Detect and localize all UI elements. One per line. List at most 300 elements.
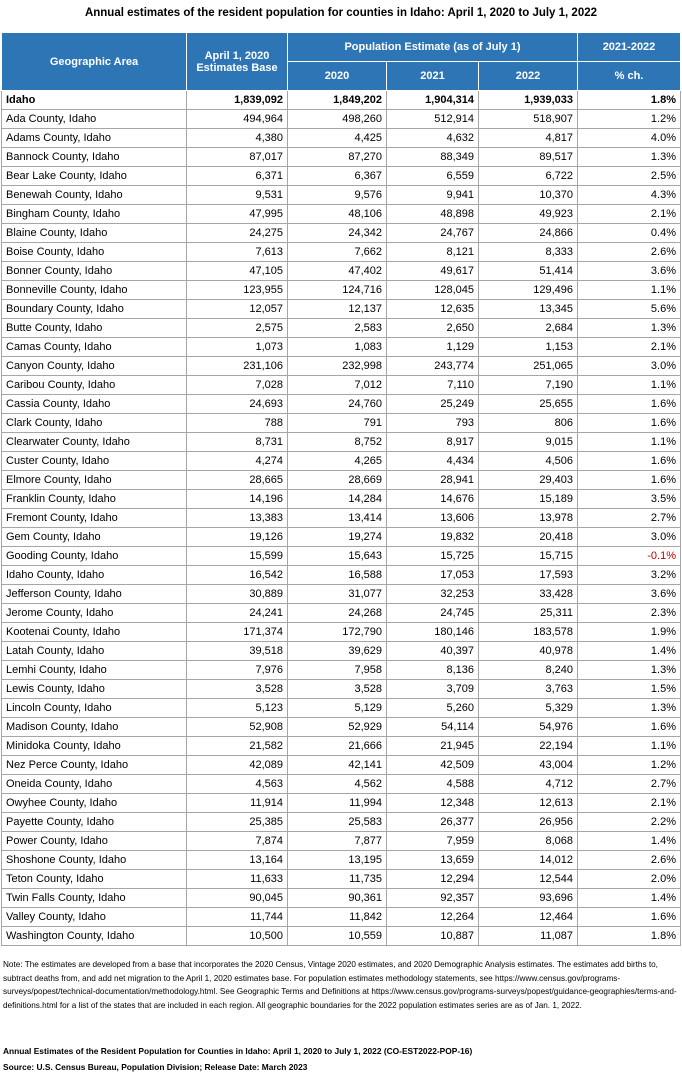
- county-area: Bingham County, Idaho: [2, 205, 187, 224]
- county-2022: 49,923: [479, 205, 578, 224]
- county-area: Teton County, Idaho: [2, 870, 187, 889]
- table-row: [2, 699, 681, 718]
- table-row: [2, 870, 681, 889]
- county-2022: 4,817: [479, 129, 578, 148]
- county-base: 19,126: [187, 528, 288, 547]
- table-row: [2, 452, 681, 471]
- county-2021: 24,767: [387, 224, 479, 243]
- county-2021: 12,264: [387, 908, 479, 927]
- county-change: -0.1%: [578, 547, 681, 566]
- county-base: 231,106: [187, 357, 288, 376]
- county-base: 2,575: [187, 319, 288, 338]
- county-base: 24,693: [187, 395, 288, 414]
- county-2022: 93,696: [479, 889, 578, 908]
- header-year-2022: 2022: [479, 62, 578, 91]
- county-2021: 6,559: [387, 167, 479, 186]
- state-change: 1.8%: [578, 91, 681, 110]
- table-row: [2, 243, 681, 262]
- county-base: 24,241: [187, 604, 288, 623]
- county-2020: 28,669: [288, 471, 387, 490]
- county-change: 1.1%: [578, 376, 681, 395]
- table-row: [2, 357, 681, 376]
- county-2022: 8,240: [479, 661, 578, 680]
- county-2022: 54,976: [479, 718, 578, 737]
- county-base: 21,582: [187, 737, 288, 756]
- county-2021: 48,898: [387, 205, 479, 224]
- county-change: 1.4%: [578, 832, 681, 851]
- county-2021: 1,129: [387, 338, 479, 357]
- table-row: [2, 471, 681, 490]
- state-2022: 1,939,033: [479, 91, 578, 110]
- county-2022: 13,345: [479, 300, 578, 319]
- table-row: [2, 433, 681, 452]
- county-2020: 4,562: [288, 775, 387, 794]
- table-header: [2, 33, 681, 91]
- footer-source: Source: U.S. Census Bureau, Population Division; Release Date: March 2023: [3, 1062, 308, 1072]
- table-row: [2, 338, 681, 357]
- state-base: 1,839,092: [187, 91, 288, 110]
- footer-title: Annual Estimates of the Resident Population for Counties in Idaho: April 1, 2020 to July 1, 2022 (CO-EST2022-POP-16): [3, 1046, 473, 1056]
- county-2020: 7,012: [288, 376, 387, 395]
- table-row: [2, 737, 681, 756]
- table-row: [2, 794, 681, 813]
- header-area-label: Geographic Area: [49, 55, 139, 68]
- county-2021: 42,509: [387, 756, 479, 775]
- county-2022: 3,763: [479, 680, 578, 699]
- county-2020: 12,137: [288, 300, 387, 319]
- county-2020: 232,998: [288, 357, 387, 376]
- county-2022: 89,517: [479, 148, 578, 167]
- county-change: 2.1%: [578, 794, 681, 813]
- table-row: [2, 585, 681, 604]
- county-2022: 24,866: [479, 224, 578, 243]
- county-2021: 5,260: [387, 699, 479, 718]
- county-change: 0.4%: [578, 224, 681, 243]
- table-row: [2, 889, 681, 908]
- county-change: 1.8%: [578, 927, 681, 946]
- county-2022: 12,613: [479, 794, 578, 813]
- county-base: 90,045: [187, 889, 288, 908]
- county-2020: 90,361: [288, 889, 387, 908]
- table-row: [2, 604, 681, 623]
- county-2021: 15,725: [387, 547, 479, 566]
- header-population-estimate: [288, 33, 578, 62]
- county-2021: 4,632: [387, 129, 479, 148]
- county-change: 3.2%: [578, 566, 681, 585]
- county-base: 10,500: [187, 927, 288, 946]
- county-area: Fremont County, Idaho: [2, 509, 187, 528]
- state-area: Idaho: [2, 91, 187, 110]
- county-area: Twin Falls County, Idaho: [2, 889, 187, 908]
- county-2020: 87,270: [288, 148, 387, 167]
- county-base: 25,385: [187, 813, 288, 832]
- state-row: [2, 91, 681, 110]
- county-area: Nez Perce County, Idaho: [2, 756, 187, 775]
- state-2021: 1,904,314: [387, 91, 479, 110]
- county-2021: 8,136: [387, 661, 479, 680]
- county-2022: 51,414: [479, 262, 578, 281]
- county-base: 788: [187, 414, 288, 433]
- county-2021: 28,941: [387, 471, 479, 490]
- county-area: Payette County, Idaho: [2, 813, 187, 832]
- county-2021: 12,348: [387, 794, 479, 813]
- table-row: [2, 623, 681, 642]
- county-base: 4,274: [187, 452, 288, 471]
- header-base-line1: April 1, 2020: [204, 49, 270, 62]
- county-change: 1.2%: [578, 110, 681, 129]
- county-area: Latah County, Idaho: [2, 642, 187, 661]
- county-2020: 1,083: [288, 338, 387, 357]
- county-2021: 13,606: [387, 509, 479, 528]
- table-row: [2, 490, 681, 509]
- county-2020: 42,141: [288, 756, 387, 775]
- county-2021: 10,887: [387, 927, 479, 946]
- county-2020: 172,790: [288, 623, 387, 642]
- county-2020: 13,414: [288, 509, 387, 528]
- county-2020: 791: [288, 414, 387, 433]
- county-change: 1.9%: [578, 623, 681, 642]
- county-2020: 11,735: [288, 870, 387, 889]
- county-2022: 8,333: [479, 243, 578, 262]
- county-change: 2.5%: [578, 167, 681, 186]
- county-2021: 14,676: [387, 490, 479, 509]
- county-2020: 7,958: [288, 661, 387, 680]
- county-change: 3.6%: [578, 262, 681, 281]
- county-base: 87,017: [187, 148, 288, 167]
- table-row: [2, 832, 681, 851]
- county-change: 1.1%: [578, 737, 681, 756]
- county-2022: 25,311: [479, 604, 578, 623]
- county-change: 2.6%: [578, 851, 681, 870]
- county-2022: 26,956: [479, 813, 578, 832]
- county-change: 1.5%: [578, 680, 681, 699]
- county-base: 28,665: [187, 471, 288, 490]
- county-2021: 19,832: [387, 528, 479, 547]
- county-base: 30,889: [187, 585, 288, 604]
- county-base: 12,057: [187, 300, 288, 319]
- county-2021: 7,959: [387, 832, 479, 851]
- table-row: [2, 851, 681, 870]
- county-2020: 11,842: [288, 908, 387, 927]
- county-2022: 20,418: [479, 528, 578, 547]
- county-area: Gem County, Idaho: [2, 528, 187, 547]
- county-2022: 15,189: [479, 490, 578, 509]
- header-estimates-base: [187, 33, 288, 91]
- county-change: 2.1%: [578, 205, 681, 224]
- county-2020: 2,583: [288, 319, 387, 338]
- county-base: 39,518: [187, 642, 288, 661]
- county-area: Benewah County, Idaho: [2, 186, 187, 205]
- county-2020: 24,268: [288, 604, 387, 623]
- table-row: [2, 718, 681, 737]
- table-row: [2, 680, 681, 699]
- county-area: Custer County, Idaho: [2, 452, 187, 471]
- county-area: Jerome County, Idaho: [2, 604, 187, 623]
- county-2020: 3,528: [288, 680, 387, 699]
- county-base: 171,374: [187, 623, 288, 642]
- county-2021: 13,659: [387, 851, 479, 870]
- county-area: Gooding County, Idaho: [2, 547, 187, 566]
- county-change: 1.6%: [578, 908, 681, 927]
- county-area: Caribou County, Idaho: [2, 376, 187, 395]
- table-row: [2, 186, 681, 205]
- county-2020: 8,752: [288, 433, 387, 452]
- county-2022: 10,370: [479, 186, 578, 205]
- county-2021: 2,650: [387, 319, 479, 338]
- county-change: 4.3%: [578, 186, 681, 205]
- county-2022: 518,907: [479, 110, 578, 129]
- county-2021: 512,914: [387, 110, 479, 129]
- county-change: 1.6%: [578, 395, 681, 414]
- header-year-2021: 2021: [387, 62, 479, 91]
- population-table: [1, 32, 681, 946]
- county-area: Kootenai County, Idaho: [2, 623, 187, 642]
- county-2021: 88,349: [387, 148, 479, 167]
- county-2021: 8,917: [387, 433, 479, 452]
- state-2020: 1,849,202: [288, 91, 387, 110]
- county-2020: 10,559: [288, 927, 387, 946]
- county-change: 1.6%: [578, 718, 681, 737]
- county-2022: 1,153: [479, 338, 578, 357]
- county-2020: 31,077: [288, 585, 387, 604]
- county-area: Idaho County, Idaho: [2, 566, 187, 585]
- county-change: 1.4%: [578, 642, 681, 661]
- county-2020: 25,583: [288, 813, 387, 832]
- county-area: Madison County, Idaho: [2, 718, 187, 737]
- county-2021: 3,709: [387, 680, 479, 699]
- county-area: Valley County, Idaho: [2, 908, 187, 927]
- county-base: 9,531: [187, 186, 288, 205]
- county-base: 11,914: [187, 794, 288, 813]
- header-base-line2: Estimates Base: [196, 61, 278, 74]
- county-area: Butte County, Idaho: [2, 319, 187, 338]
- county-2022: 14,012: [479, 851, 578, 870]
- county-2020: 124,716: [288, 281, 387, 300]
- county-2021: 4,434: [387, 452, 479, 471]
- county-area: Power County, Idaho: [2, 832, 187, 851]
- county-area: Canyon County, Idaho: [2, 357, 187, 376]
- county-2020: 14,284: [288, 490, 387, 509]
- county-base: 5,123: [187, 699, 288, 718]
- table-row: [2, 262, 681, 281]
- county-area: Lincoln County, Idaho: [2, 699, 187, 718]
- county-2022: 183,578: [479, 623, 578, 642]
- header-estimate-group-label: Population Estimate (as of July 1): [344, 41, 521, 53]
- header-percent-change: % ch.: [578, 62, 681, 91]
- county-2022: 2,684: [479, 319, 578, 338]
- county-base: 4,563: [187, 775, 288, 794]
- county-2021: 26,377: [387, 813, 479, 832]
- county-2022: 9,015: [479, 433, 578, 452]
- county-area: Bonneville County, Idaho: [2, 281, 187, 300]
- table-row: [2, 528, 681, 547]
- header-geographic-area: [2, 33, 187, 91]
- county-area: Oneida County, Idaho: [2, 775, 187, 794]
- county-2022: 40,978: [479, 642, 578, 661]
- table-body: [2, 91, 681, 946]
- table-row: [2, 908, 681, 927]
- table-row: [2, 813, 681, 832]
- county-2021: 8,121: [387, 243, 479, 262]
- county-area: Clark County, Idaho: [2, 414, 187, 433]
- county-2022: 806: [479, 414, 578, 433]
- county-2021: 12,635: [387, 300, 479, 319]
- county-change: 2.6%: [578, 243, 681, 262]
- county-change: 1.3%: [578, 661, 681, 680]
- county-base: 1,073: [187, 338, 288, 357]
- county-area: Adams County, Idaho: [2, 129, 187, 148]
- county-2022: 4,506: [479, 452, 578, 471]
- county-2021: 54,114: [387, 718, 479, 737]
- county-base: 47,995: [187, 205, 288, 224]
- county-area: Clearwater County, Idaho: [2, 433, 187, 452]
- county-change: 3.6%: [578, 585, 681, 604]
- county-area: Bonner County, Idaho: [2, 262, 187, 281]
- county-change: 1.1%: [578, 281, 681, 300]
- county-2020: 498,260: [288, 110, 387, 129]
- table-row: [2, 642, 681, 661]
- county-2020: 13,195: [288, 851, 387, 870]
- county-area: Shoshone County, Idaho: [2, 851, 187, 870]
- county-2021: 25,249: [387, 395, 479, 414]
- county-2022: 25,655: [479, 395, 578, 414]
- county-base: 14,196: [187, 490, 288, 509]
- county-area: Elmore County, Idaho: [2, 471, 187, 490]
- county-change: 1.6%: [578, 471, 681, 490]
- county-change: 2.2%: [578, 813, 681, 832]
- county-change: 1.6%: [578, 414, 681, 433]
- county-2020: 16,588: [288, 566, 387, 585]
- county-2022: 8,068: [479, 832, 578, 851]
- table-row: [2, 300, 681, 319]
- methodology-note: Note: The estimates are developed from a base that incorporates the 2020 Census, Vintage 2020 estimates, and 2020 Demographic Analysis estimates. The estimates add births to, subtract deaths from, and add net migration to the April 1, 2020 estimates base. For population estimates methodology statements, see https://www.census.gov/programs-surveys/popest/technical-documentation/methodology.html. See Geographic Terms and Definitions at https://www.census.gov/programs-surveys/popest/guidance-geographies/terms-and-definitions.html for a list of the states that are included in each region. All geographic boundaries for the 2022 population estimates series are as of Jan. 1, 2022.: [3, 960, 677, 1010]
- county-area: Franklin County, Idaho: [2, 490, 187, 509]
- county-area: Cassia County, Idaho: [2, 395, 187, 414]
- county-2021: 24,745: [387, 604, 479, 623]
- county-change: 3.0%: [578, 528, 681, 547]
- header-year-2020: 2020: [288, 62, 387, 91]
- county-change: 2.7%: [578, 509, 681, 528]
- county-2022: 43,004: [479, 756, 578, 775]
- county-2021: 21,945: [387, 737, 479, 756]
- table-row: [2, 376, 681, 395]
- table-row: [2, 129, 681, 148]
- county-area: Washington County, Idaho: [2, 927, 187, 946]
- county-base: 6,371: [187, 167, 288, 186]
- county-base: 7,613: [187, 243, 288, 262]
- county-base: 494,964: [187, 110, 288, 129]
- county-2020: 11,994: [288, 794, 387, 813]
- county-2022: 12,544: [479, 870, 578, 889]
- county-2021: 12,294: [387, 870, 479, 889]
- county-base: 4,380: [187, 129, 288, 148]
- county-change: 1.6%: [578, 452, 681, 471]
- table-row: [2, 205, 681, 224]
- table-row: [2, 927, 681, 946]
- county-base: 47,105: [187, 262, 288, 281]
- county-area: Boundary County, Idaho: [2, 300, 187, 319]
- county-2021: 128,045: [387, 281, 479, 300]
- county-base: 13,383: [187, 509, 288, 528]
- county-change: 1.1%: [578, 433, 681, 452]
- county-change: 1.4%: [578, 889, 681, 908]
- county-2021: 180,146: [387, 623, 479, 642]
- county-base: 11,744: [187, 908, 288, 927]
- county-area: Bear Lake County, Idaho: [2, 167, 187, 186]
- county-2021: 9,941: [387, 186, 479, 205]
- table-row: [2, 224, 681, 243]
- county-2020: 9,576: [288, 186, 387, 205]
- county-2022: 22,194: [479, 737, 578, 756]
- county-base: 11,633: [187, 870, 288, 889]
- county-2021: 49,617: [387, 262, 479, 281]
- county-change: 1.3%: [578, 699, 681, 718]
- county-2022: 33,428: [479, 585, 578, 604]
- county-change: 2.3%: [578, 604, 681, 623]
- county-2020: 4,425: [288, 129, 387, 148]
- county-2022: 5,329: [479, 699, 578, 718]
- county-2020: 6,367: [288, 167, 387, 186]
- table-title: Annual estimates of the resident population for counties in Idaho: April 1, 2020 to July 1, 2022: [84, 7, 598, 19]
- table-row: [2, 547, 681, 566]
- county-2022: 4,712: [479, 775, 578, 794]
- table-row: [2, 775, 681, 794]
- county-base: 52,908: [187, 718, 288, 737]
- county-area: Bannock County, Idaho: [2, 148, 187, 167]
- county-change: 2.0%: [578, 870, 681, 889]
- table-row: [2, 319, 681, 338]
- county-2021: 243,774: [387, 357, 479, 376]
- county-2020: 48,106: [288, 205, 387, 224]
- county-base: 7,028: [187, 376, 288, 395]
- table-row: [2, 661, 681, 680]
- county-change: 2.7%: [578, 775, 681, 794]
- county-base: 42,089: [187, 756, 288, 775]
- county-2021: 17,053: [387, 566, 479, 585]
- table-row: [2, 414, 681, 433]
- county-change: 1.3%: [578, 148, 681, 167]
- county-2020: 19,274: [288, 528, 387, 547]
- county-change: 4.0%: [578, 129, 681, 148]
- county-base: 24,275: [187, 224, 288, 243]
- county-2022: 251,065: [479, 357, 578, 376]
- county-base: 16,542: [187, 566, 288, 585]
- table-row: [2, 566, 681, 585]
- county-2021: 40,397: [387, 642, 479, 661]
- county-change: 1.3%: [578, 319, 681, 338]
- county-change: 5.6%: [578, 300, 681, 319]
- county-2020: 7,877: [288, 832, 387, 851]
- county-base: 7,976: [187, 661, 288, 680]
- county-2020: 15,643: [288, 547, 387, 566]
- county-2021: 32,253: [387, 585, 479, 604]
- county-base: 123,955: [187, 281, 288, 300]
- county-2022: 17,593: [479, 566, 578, 585]
- header-change-period: [578, 33, 681, 62]
- county-base: 13,164: [187, 851, 288, 870]
- county-2020: 24,342: [288, 224, 387, 243]
- county-base: 15,599: [187, 547, 288, 566]
- table-row: [2, 281, 681, 300]
- county-area: Boise County, Idaho: [2, 243, 187, 262]
- table-row: [2, 395, 681, 414]
- county-2020: 39,629: [288, 642, 387, 661]
- table-row: [2, 509, 681, 528]
- county-2022: 7,190: [479, 376, 578, 395]
- county-change: 2.1%: [578, 338, 681, 357]
- county-2020: 47,402: [288, 262, 387, 281]
- county-2020: 4,265: [288, 452, 387, 471]
